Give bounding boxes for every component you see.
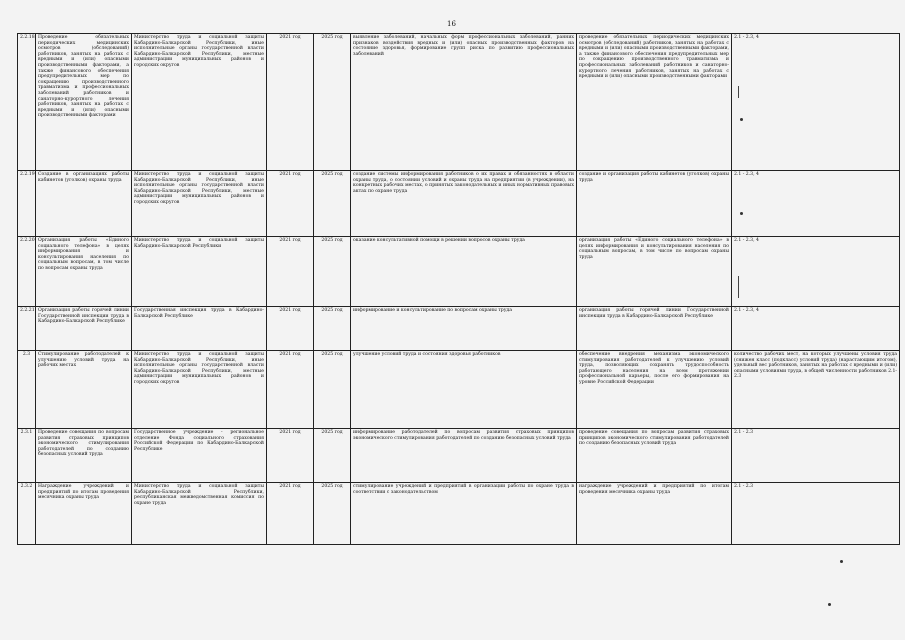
- row-number: 2.2.19: [18, 171, 36, 237]
- indicator-ref: 2.1 - 2.3, 4: [732, 307, 900, 351]
- indicator-text: награждение учреждений и предприятий по итогам проведения месячника охраны труда: [577, 483, 732, 545]
- scan-line: [738, 86, 739, 98]
- executors: Министерство труда и социальной защиты Кабардино-Балкарской Республики, иные исполнительные органы государственной власти Кабардино-Балкарской Республики, местные администрации муниципальных районов и городских округов: [132, 171, 267, 237]
- table-row: [18, 429, 900, 483]
- executors: Министерство труда и социальной защиты Кабардино-Балкарской Республики, иные исполнительные органы государственной власти Кабардино-Балкарской Республики, местные администрации муниципальных районов и городских округов: [132, 351, 267, 429]
- end-year: 2025 год: [314, 483, 351, 545]
- indicator-ref: 2.1 - 2.3: [732, 429, 900, 483]
- row-number: 2.2.20: [18, 237, 36, 307]
- measures-table-body: [18, 34, 900, 545]
- indicator-ref: количество рабочих мест, на которых улучшены условия труда (снижен класс (подкласс) условий труда) (нарастающим итогом), удельный вес работников, занятых на работах с вредными и (или) опасными условиями труда, в общей численности работников 2.1-2.3: [732, 351, 900, 429]
- scan-mark: [740, 212, 743, 215]
- scan-mark: [828, 603, 831, 606]
- end-year: 2025 год: [314, 171, 351, 237]
- expected-result: информирование работодателей по вопросам развития страховых принципов экономического стимулирования работодателей по созданию безопасных условий труда: [351, 429, 577, 483]
- table-row: [18, 351, 900, 429]
- scan-mark: [840, 560, 843, 563]
- indicator-text: организация работы «Единого социального телефона» в целях информирования и консультирования населения по социальным вопросам, в том числе по вопросам охраны труда: [577, 237, 732, 307]
- end-year: 2025 год: [314, 307, 351, 351]
- start-year: 2021 год: [267, 307, 314, 351]
- indicator-text: создание и организация работы кабинетов (уголков) охраны труда: [577, 171, 732, 237]
- event-name: Проведение обязательных периодических медицинских осмотров (обследований) работников, занятых на работах с вредными и (или) опасными производственными факторами, а также финансового обеспечения предупредительных мер по сокращению производственного травматизма и профессиональных заболеваний работников и санаторно-курортного лечения работников, занятых на работах с вредными и (или) опасными производственными факторами: [36, 34, 132, 171]
- expected-result: создание системы информирования работников о их правах и обязанностях в области охраны труда, о состоянии условий и охраны труда на предприятии (в учреждении), на конкретных рабочих местах, о принятых законодательных и иных нормативных правовых актах по охране труда: [351, 171, 577, 237]
- event-name: Организация работы «Единого социального телефона» в целях информирования и консультирования населения по социальным вопросам, в том числе по вопросам охраны труда: [36, 237, 132, 307]
- table-row: [18, 483, 900, 545]
- row-number: 2.3.1: [18, 429, 36, 483]
- measures-table: [17, 33, 900, 545]
- expected-result: выявление заболеваний, начальных форм профессиональных заболеваний, ранних признаков воздействия вредных и (или) опасных производственных факторов на состояние здоровья, формирование групп риска по развитию профессиональных заболеваний: [351, 34, 577, 171]
- start-year: 2021 год: [267, 171, 314, 237]
- row-number: 2.3: [18, 351, 36, 429]
- end-year: 2025 год: [314, 34, 351, 171]
- end-year: 2025 год: [314, 429, 351, 483]
- executors: Министерство труда и социальной защиты Кабардино-Балкарской Республики, республиканская межведомственная комиссия по охране труда: [132, 483, 267, 545]
- expected-result: улучшение условий труда и состояния здоровья работников: [351, 351, 577, 429]
- row-number: 2.2.18: [18, 34, 36, 171]
- end-year: 2025 год: [314, 351, 351, 429]
- end-year: 2025 год: [314, 237, 351, 307]
- row-number: 2.2.21: [18, 307, 36, 351]
- start-year: 2021 год: [267, 483, 314, 545]
- expected-result: информирование и консультирование по вопросам охраны труда: [351, 307, 577, 351]
- scan-mark: [740, 118, 743, 121]
- start-year: 2021 год: [267, 34, 314, 171]
- executors: Министерство труда и социальной защиты Кабардино-Балкарской Республики, иные исполнительные органы государственной власти Кабардино-Балкарской Республики, местные администрации муниципальных районов и городских округов: [132, 34, 267, 171]
- table-row: [18, 34, 900, 171]
- indicator-ref: 2.1 - 2.3, 4: [732, 237, 900, 307]
- indicator-ref: 2.1 - 2.3, 4: [732, 171, 900, 237]
- executors: Государственная инспекция труда в Кабардино-Балкарской Республике: [132, 307, 267, 351]
- expected-result: стимулирование учреждений и предприятий в организации работы по охране труда в соответствии с законодательством: [351, 483, 577, 545]
- indicator-text: проведение обязательных периодических медицинских осмотров (обследований) работников, занятых на работах с вредными и (или) опасными производственными факторами, а также финансового обеспечения предупредительных мер по сокращению производственного травматизма и профессиональных заболеваний работников и санаторно-курортного лечения работников, занятых на работах с вредными и (или) опасными производственными факторами: [577, 34, 732, 171]
- event-name: Награждение учреждений и предприятий по итогам проведения месячника охраны труда: [36, 483, 132, 545]
- event-name: Создание в организациях работы кабинетов (уголков) охраны труда: [36, 171, 132, 237]
- table-row: [18, 171, 900, 237]
- indicator-text: обеспечение внедрения механизма экономического стимулирования работодателей к улучшению условий труда, позволяющих сохранять трудоспособность работающего населения на всем протяжении профессиональной карьеры, после его формирования на уровне Российской Федерации: [577, 351, 732, 429]
- executors: Государственное учреждение - региональное отделение Фонда социального страхования Российской Федерации по Кабардино-Балкарской Республике: [132, 429, 267, 483]
- expected-result: оказание консультативной помощи в решении вопросов охраны труда: [351, 237, 577, 307]
- page-number: 16: [447, 20, 456, 28]
- start-year: 2021 год: [267, 351, 314, 429]
- indicator-ref: 2.1 - 2.3: [732, 483, 900, 545]
- start-year: 2021 год: [267, 429, 314, 483]
- indicator-ref: 2.1 - 2.3, 4: [732, 34, 900, 171]
- event-name: Организация работы горячей линии Государственной инспекции труда в Кабардино-Балкарской Республике: [36, 307, 132, 351]
- row-number: 2.3.2: [18, 483, 36, 545]
- scan-line: [738, 276, 739, 298]
- indicator-text: проведение совещания по вопросам развития страховых принципов экономического стимулирования работодателей по созданию безопасных условий труда: [577, 429, 732, 483]
- table-row: [18, 237, 900, 307]
- executors: Министерство труда и социальной защиты Кабардино-Балкарской Республики: [132, 237, 267, 307]
- indicator-text: организация работы горячей линии Государственной инспекции труда в Кабардино-Балкарской Республике: [577, 307, 732, 351]
- event-name: Стимулирование работодателей к улучшению условий труда на рабочих местах: [36, 351, 132, 429]
- event-name: Проведение совещания по вопросам развития страховых принципов экономического стимулирования работодателей по созданию безопасных условий труда: [36, 429, 132, 483]
- table-row: [18, 307, 900, 351]
- start-year: 2021 год: [267, 237, 314, 307]
